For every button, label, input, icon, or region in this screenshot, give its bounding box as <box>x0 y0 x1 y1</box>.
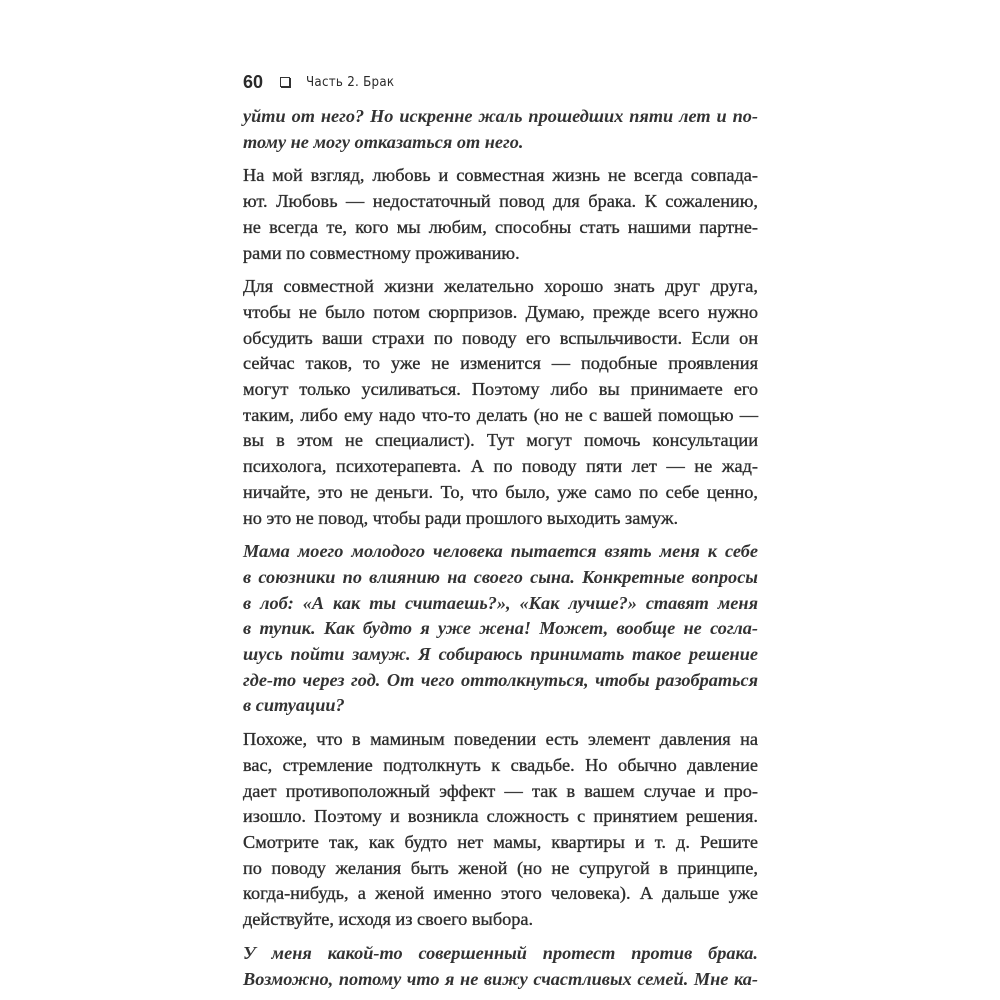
text-line: вы в этом не специалист). Тут могут помочь консультации <box>243 430 758 451</box>
text-line: психолога, психотерапевта. А по поводу пяти лет — не жад- <box>243 456 758 477</box>
text-line: в тупик. Как будто я уже жена! Может, вообще не согла- <box>243 618 758 639</box>
text-line: могут только усиливаться. Поэтому либо вы принимаете его <box>243 379 758 400</box>
page-number: 60 <box>243 71 264 92</box>
running-title: Часть 2. Брак <box>306 74 395 90</box>
text-line: ют. Любовь — недостаточный повод для брака. К сожалению, <box>243 191 758 212</box>
text-line: вас, стремление подтолкнуть к свадьбе. Но обычно давление <box>243 754 758 775</box>
author-answer <box>243 274 758 531</box>
text-line: рами по совместному проживанию. <box>243 242 520 263</box>
reader-question <box>243 539 758 719</box>
text-line: изошло. Поэтому и возникла сложность с принятием решения. <box>243 806 758 827</box>
text-line: Мама моего молодого человека пытается взять меня к себе <box>243 541 758 562</box>
text-line: обсудить ваши страхи по поводу его вспыльчивости. Если он <box>243 327 758 348</box>
text-line: сейчас таков, то уже не изменится — подобные проявления <box>243 353 758 374</box>
page-body <box>243 104 758 1000</box>
text-line: ничайте, это не деньги. То, что было, уже само по себе ценно, <box>243 481 758 502</box>
text-line: где-то через год. От чего оттолкнуться, чтобы разобраться <box>243 669 758 690</box>
text-line: У меня какой-то совершенный протест против брака. <box>243 942 758 963</box>
text-line: когда-нибудь, а женой именно этого человека). А дальше уже <box>243 883 758 904</box>
text-line: шусь пойти замуж. Я собираюсь принимать такое решение <box>243 644 758 665</box>
text-line: таким, либо ему надо что-то делать (но не с вашей помощью — <box>243 404 758 425</box>
text-line: в ситуации? <box>243 695 345 716</box>
text-line: по поводу желания быть женой (но не супругой в принципе, <box>243 857 758 878</box>
text-line: Для совместной жизни желательно хорошо знать друг друга, <box>243 276 758 297</box>
text-line: На мой взгляд, любовь и совместная жизнь не всегда совпада- <box>243 165 758 186</box>
running-header <box>243 70 406 94</box>
reader-question <box>243 104 758 155</box>
text-line: Возможно, потому что я не вижу счастливых семей. Мне ка- <box>243 968 758 989</box>
text-line: в союзники по влиянию на своего сына. Конкретные вопросы <box>243 566 758 587</box>
text-line: дает противоположный эффект — так в вашем случае и про- <box>243 780 758 801</box>
reader-question <box>243 941 758 992</box>
text-line: действуйте, исходя из своего выбора. <box>243 909 534 930</box>
text-line: уйти от него? Но искренне жаль прошедших пяти лет и по- <box>243 106 758 126</box>
text-line: чтобы не было потом сюрпризов. Думаю, прежде всего нужно <box>243 301 758 322</box>
author-answer <box>243 727 758 933</box>
text-line: Похоже, что в маминым поведении есть элемент давления на <box>243 729 758 750</box>
text-line: тому не могу отказаться от него. <box>243 131 524 152</box>
text-line: в лоб: «А как ты считаешь?», «Как лучше?» ставят меня <box>243 592 758 613</box>
square-bullet-icon <box>280 77 290 87</box>
text-line: Смотрите так, как будто нет мамы, квартиры и т. д. Решите <box>243 831 758 852</box>
author-answer <box>243 163 758 266</box>
text-line: но это не повод, чтобы ради прошлого выходить замуж. <box>243 507 679 528</box>
text-line: не всегда те, кого мы любим, способны стать нашими партне- <box>243 216 758 237</box>
